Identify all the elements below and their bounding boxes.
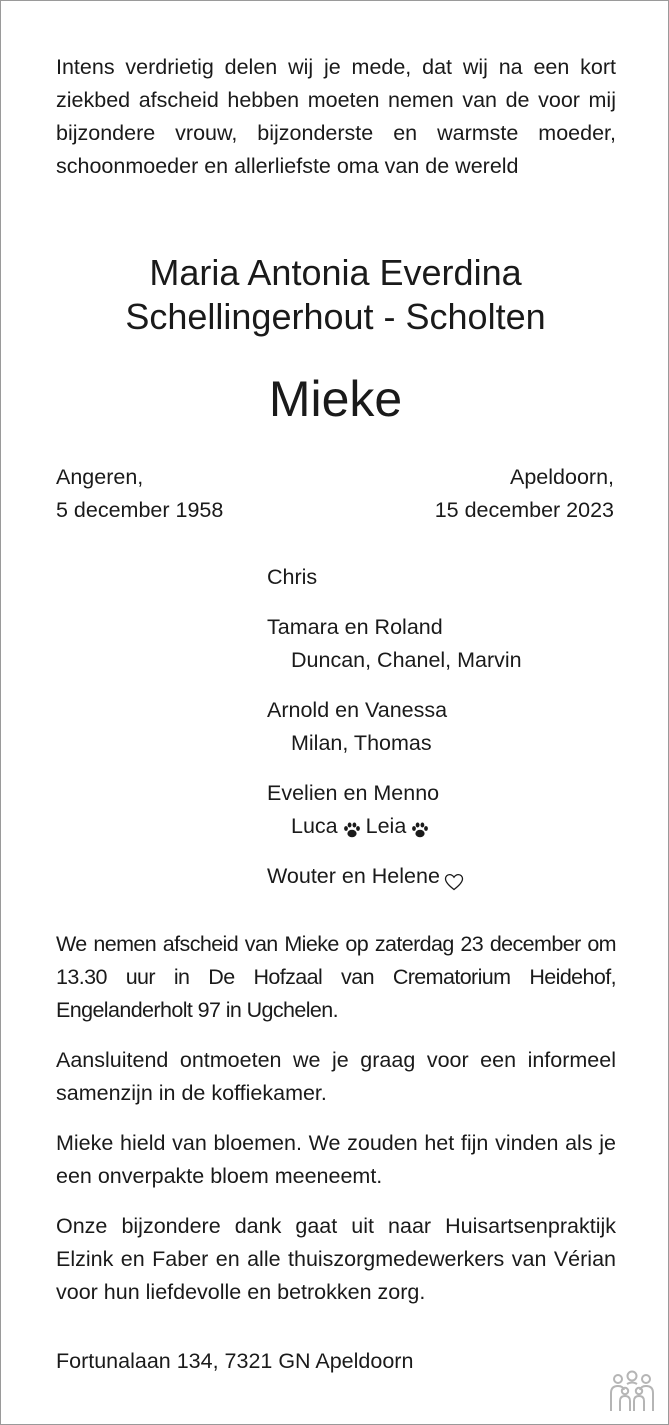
birth-place: Angeren,	[56, 465, 144, 489]
thanks-paragraph: Onze bijzondere dank gaat uit naar Huisartsenpraktijk Elzink en Faber en alle thuiszorgmedewerkers van Vérian voor hun liefdevolle en betrokken zorg.	[56, 1214, 616, 1304]
grandchild-name: Luca	[291, 814, 338, 838]
grandchildren: Milan, Thomas	[291, 731, 432, 755]
family-member: Evelien en Menno	[267, 781, 440, 805]
family-member-row	[267, 860, 464, 893]
reception-paragraph: Aansluitend ontmoeten we je graag voor een informeel samenzijn in de koffiekamer.	[56, 1048, 616, 1105]
family-logo-icon	[607, 1369, 657, 1413]
name-line-1: Maria Antonia Everdina	[149, 252, 522, 293]
family-group	[267, 611, 627, 677]
ceremony-paragraph: We nemen afscheid van Mieke op zaterdag 23 december om 13.30 uur in De Hofzaal van Crematorium Heidehof, Engelanderholt 97 in Ugchelen.	[56, 932, 616, 1022]
deceased-full-name	[1, 251, 669, 339]
family-list	[267, 561, 627, 910]
birth-info	[56, 461, 223, 527]
deceased-nickname: Mieke	[268, 371, 403, 427]
family-group	[267, 777, 627, 843]
family-group	[267, 561, 627, 594]
death-place: Apeldoorn,	[510, 465, 614, 489]
family-member: Tamara en Roland	[267, 615, 443, 639]
intro-text: Intens verdrietig delen wij je mede, dat wij na een kort ziekbed afscheid hebben moeten nemen van de voor mij bijzondere vrouw, bijzonderste en warmste moeder, schoonmoeder en allerliefste oma van de wereld	[56, 55, 616, 178]
grandchild-name: Leia	[365, 814, 407, 838]
family-member: Arnold en Vanessa	[267, 698, 448, 722]
ceremony-info	[56, 928, 616, 1326]
birth-date: 5 december 1958	[56, 498, 224, 522]
heart-outline-icon	[444, 868, 464, 886]
death-info	[435, 461, 614, 527]
death-date: 15 december 2023	[434, 498, 614, 522]
grandchildren: Duncan, Chanel, Marvin	[291, 648, 522, 672]
family-group	[267, 694, 627, 760]
correspondence-address: Fortunalaan 134, 7321 GN Apeldoorn	[56, 1349, 414, 1373]
family-member: Wouter en Helene	[267, 864, 440, 888]
family-member: Chris	[267, 565, 318, 589]
paw-icon	[410, 817, 430, 837]
family-group	[267, 860, 627, 893]
flowers-paragraph: Mieke hield van bloemen. We zouden het fijn vinden als je een onverpakte bloem meeneemt.	[56, 1131, 616, 1188]
name-line-2: Schellingerhout - Scholten	[125, 296, 546, 337]
paw-icon	[342, 817, 362, 837]
grandchildren	[267, 810, 627, 843]
